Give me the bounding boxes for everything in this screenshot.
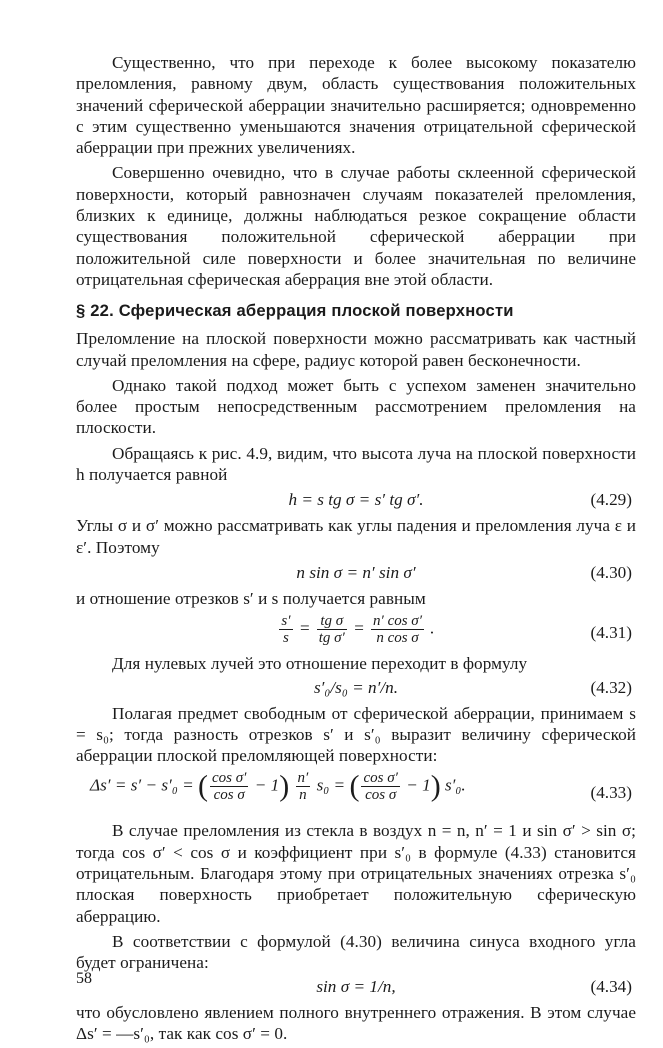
equation-body: Δs′ = s′ − s′₀ = ( $\frac{\text{cos σ′}}{\text{cos σ}}$ − 1) $\frac{n'}{n}$ s₀ = ( $\frac{\text{cos σ′}}{\text{cos σ}}$ − 1) s′₀.	[90, 769, 466, 804]
paragraph-5: Обращаясь к рис. 4.9, видим, что высота луча на плоской поверхности h получается равной	[76, 443, 636, 485]
paragraph-3: Преломление на плоской поверхности можно рассматривать как частный случай преломления на сфере, радиус которой равен бесконечности.	[76, 329, 636, 370]
equation-body: n sin σ = n′ sin σ′	[296, 562, 416, 582]
equation-number: (4.29)	[590, 490, 632, 510]
paragraph-7: и отношение отрезков s′ и s получается равным	[76, 588, 426, 608]
fraction: $\frac{\text{tg σ}}{\text{tg σ′}}$	[318, 613, 345, 647]
paragraph-8: Для нулевых лучей это отношение переходит в формулу	[112, 654, 528, 674]
paragraph-10: В случае преломления из стекла в воздух n = n, n′ = 1 и sin σ′ > sin σ; тогда cos σ′ < cos σ и коэффициент при s′₀ в формуле (4.33) становится отрицательным. Благодаря этому при отрицательных значениях отрезка s′₀ плоская поверхность приобретает положительную сферическую аберрацию.	[76, 821, 636, 926]
equation-4-30	[76, 562, 636, 584]
section-heading: § 22. Сферическая аберрация плоской поверхности	[76, 301, 514, 321]
fraction: $\frac{s'}{s}$	[281, 613, 291, 647]
equation-body: s′₀/s₀ = n′/n.	[313, 677, 399, 697]
page-number: 58	[76, 970, 92, 987]
paragraph-4: Однако такой подход может быть с успехом заменен значительно более простым непосредственным рассмотрением преломления на плоскости.	[76, 375, 636, 438]
fraction: $\frac{\text{cos σ′}}{\text{cos σ}}$	[363, 770, 398, 804]
fraction: $\frac{n'}{n}$	[297, 770, 309, 804]
equation-number: (4.30)	[590, 562, 632, 582]
equation-body: h = s tg σ = s′ tg σ′.	[288, 490, 424, 510]
fraction: $\frac{\text{cos σ′}}{\text{cos σ}}$	[211, 770, 247, 804]
equation-number: (4.34)	[590, 976, 632, 996]
equation-4-29	[76, 489, 636, 511]
paragraph-6: Углы σ и σ′ можно рассматривать как углы падения и преломления луча ε и ε′. Поэтому	[76, 516, 636, 557]
paragraph-2: Совершенно очевидно, что в случае работы склеенной сферической поверхности, который равнозначен случаям показателей преломления, близких к единице, должны наблюдаться резкое сокращение области существования положительной сферической аберрации при положительной силе поверхности и более значительная по величине отрицательная сферическая аберрация вне этой области.	[76, 163, 636, 289]
fraction: $\frac{\text{n′ cos σ′}}{\text{n cos σ}}$	[373, 613, 422, 647]
equation-number: (4.31)	[590, 623, 632, 643]
equation-body: sin σ = 1/n,	[316, 976, 396, 996]
paragraph-12: что обусловлено явлением полного внутреннего отражения. В этом случае Δs′ = —s′₀, так как cos σ′ = 0.	[76, 1002, 636, 1043]
equation-4-33	[76, 770, 636, 816]
equation-4-32	[76, 677, 636, 699]
paragraph-9: Полагая предмет свободным от сферической аберрации, принимаем s = s₀; тогда разность отрезков s′ и s′₀ выразит величину сферической аберрации плоской преломляющей поверхности:	[76, 703, 636, 766]
equation-body: $\frac{s'}{s}$ = $\frac{\text{tg σ}}{\text{tg σ′}}$ = $\frac{\text{n′ cos σ′}}{\text{n cos σ}}$ .	[281, 613, 435, 647]
equation-number: (4.32)	[590, 677, 632, 697]
paragraph-11: В соответствии с формулой (4.30) величина синуса входного угла будет ограничена:	[76, 931, 636, 973]
equation-4-31	[76, 613, 636, 649]
equation-4-34	[76, 976, 636, 998]
paragraph-1: Существенно, что при переходе к более высокому показателю преломления, равному двум, область существования положительных значений сферической аберрации значительно расширяется; одновременно с этим существенно уменьшаются значения отрицательной сферической аберрации при прежних увеличениях.	[76, 53, 636, 158]
equation-number: (4.33)	[590, 783, 632, 803]
page-body	[76, 52, 636, 1048]
